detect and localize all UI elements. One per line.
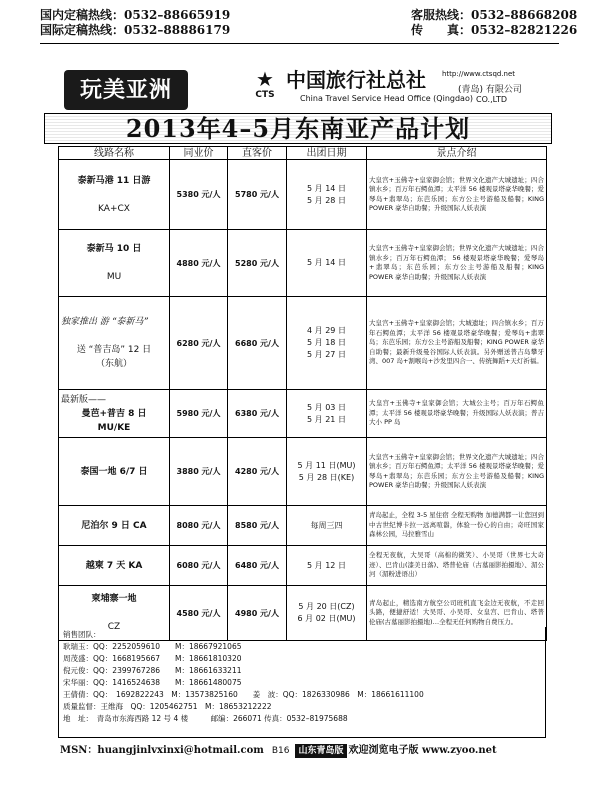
departure-dates: 每周三四 (287, 506, 367, 546)
col-route: 线路名称 (59, 147, 170, 160)
table-row (59, 546, 547, 586)
departure-dates: 5 月 14 日 5 月 28 日 (287, 160, 367, 230)
page-footer (60, 742, 540, 760)
direct-price: 4280 元/人 (228, 438, 287, 506)
departure-dates: 4 月 29 日 5 月 18 日 5 月 27 日 (287, 297, 367, 390)
table-row (59, 390, 547, 438)
feature-text: 大皇宫+玉佛寺+皇家御会馆；世界文化遗产大城遗址；四合镇水乡；百万年石鳄鱼潭； 56 楼观景塔豪华晚餐；爱琴岛+翡翠岛；东芭乐园；东方公主号游船及船餐；KING POWER 豪华自助餐；升级国际人妖表演 (367, 230, 547, 297)
wanmei-asia-logo: 玩美亚洲 (64, 70, 188, 110)
sales-team-section (58, 627, 546, 738)
direct-price: 4980 元/人 (228, 586, 287, 641)
website-slogan[interactable]: 欢迎浏览电子版 www.zyoo.net (348, 745, 497, 756)
page-title: 2013年4–5月东南亚产品计划 (44, 113, 552, 144)
peer-price: 3880 元/人 (170, 438, 228, 506)
sales-contact: 耿瑞玉：QQ：2252059610 M：18667921065 (63, 642, 242, 651)
route-name: 泰新马港 11 日游 KA+CX (59, 160, 170, 230)
direct-price: 5280 元/人 (228, 230, 287, 297)
route-name: 独家推出 游 “泰新马” 送 “普吉岛” 12 日 （东航） (59, 297, 170, 390)
quality-supervisor: 质量监督：王维海 QQ：1205462751 M：18653212222 (63, 702, 272, 711)
hotline-text: 国内定稿热线：0532–88665919 (40, 8, 231, 22)
route-name: 柬埔寨一地 CZ (59, 586, 170, 641)
hotline-text: 传 真：0532–82821226 (411, 23, 578, 37)
sales-contact: 王倩倩：QQ： 1692822243 M：13573825160 姜 波：QQ：1826330986 M：18661611100 (63, 690, 424, 699)
peer-price: 4880 元/人 (170, 230, 228, 297)
departure-dates: 5 月 11 日(MU) 5 月 28 日(KE) (287, 438, 367, 506)
hotline-header (40, 8, 578, 48)
sales-heading: 销售团队： (63, 630, 101, 639)
peer-price: 6080 元/人 (170, 546, 228, 586)
table-row (59, 297, 547, 390)
departure-dates: 5 月 20 日(CZ) 6 月 02 日(MU) (287, 586, 367, 641)
peer-price: 4580 元/人 (170, 586, 228, 641)
direct-price: 6380 元/人 (228, 390, 287, 438)
table-header-row (59, 147, 547, 160)
route-name: 最新版—— 曼芭+普吉 8 日 MU/KE (59, 390, 170, 438)
feature-text: 青岛起止，精选南方航空公司班机直飞金边无夜航，不走回头路，便捷舒适！大吴哥、小吴哥、女皇宫、巴肯山、塔普伦庙(古墓丽影拍摄地)…全程无任何购物自费压力。 (367, 586, 547, 641)
feature-text: 全程无夜航，大吴哥（高棉的微笑）、小吴哥（世界七大奇迹）、巴肯山(漆美日落)、塔普伦庙（古墓丽影拍摄地）、湄公河（湄粉进语出） (367, 546, 547, 586)
sales-contact: 周茂盛：QQ：1668195667 M：18661810320 (63, 654, 242, 663)
route-name: 尼泊尔 9 日 CA (59, 506, 170, 546)
col-direct-price: 直客价 (228, 147, 287, 160)
domestic-intl-hotlines (40, 8, 230, 38)
departure-dates: 5 月 12 日 (287, 546, 367, 586)
feature-text: 大皇宫+玉佛寺+皇家御会馆；世界文化遗产大城遗址；四合镇水乡；百万年石鳄鱼潭；太平洋 56 楼观景塔豪华晚餐；爱琴岛+翡翠岛；东芭乐园；东方公主号游船及船餐；KING POWER 豪华自助餐；升级国际人妖表演 (367, 438, 547, 506)
page-number: B16 (271, 746, 290, 756)
route-name: 泰国一地 6/7 日 (59, 438, 170, 506)
col-dates: 出团日期 (287, 147, 367, 160)
header-divider (40, 43, 559, 44)
table-row (59, 438, 547, 506)
table-row (59, 506, 547, 546)
feature-text: 大皇宫+玉佛寺+皇家御会馆；大城公主号；百万年石鳄鱼潭；太平洋 56 楼观景塔豪华晚餐；升级国际人妖表演；普吉大小 PP 岛 (367, 390, 547, 438)
cts-star-icon: ★ CTS (255, 67, 275, 100)
cts-url[interactable]: http://www.ctsqd.net (442, 70, 516, 78)
table-row (59, 160, 547, 230)
hotline-text: 国际定稿热线：0532–88886179 (40, 23, 231, 37)
col-features: 景点介绍 (367, 147, 547, 160)
msn-contact[interactable]: MSN：huangjinlvxinxi@hotmail.com (60, 745, 264, 756)
sales-contact: 宋华丽：QQ：1416524638 M：18661480075 (63, 678, 242, 687)
service-fax-lines (411, 8, 577, 38)
direct-price: 6480 元/人 (228, 546, 287, 586)
direct-price: 6680 元/人 (228, 297, 287, 390)
feature-text: 大皇宫+玉佛寺+皇家御会馆；大城遗址；四合镇水乡；百万年石鳄鱼潭；太平洋 56 楼观景塔豪华晚餐；爱琴岛+翡翠岛；东芭乐园；东方公主号游船及船餐；KING POWER 豪华自助餐；最新升级曼谷国际人妖表演。另外赠送普吉岛攀牙湾、007 岛+割喉岛+沙发里四合一、传统舞蹈+天灯祈福。 (367, 297, 547, 390)
direct-price: 5780 元/人 (228, 160, 287, 230)
peer-price: 5980 元/人 (170, 390, 228, 438)
peer-price: 5380 元/人 (170, 160, 228, 230)
cts-english-name: China Travel Service Head Office (Qingdao) (300, 94, 473, 103)
hotline-text: 客服热线：0532–88668208 (411, 8, 578, 22)
peer-price: 6280 元/人 (170, 297, 228, 390)
route-name: 泰新马 10 日 MU (59, 230, 170, 297)
departure-dates: 5 月 14 日 (287, 230, 367, 297)
brand-banner (58, 62, 538, 112)
feature-text: 青岛起止，全程 3-5 星住宿 全程无购物 加德满都一让您回到中古世纪博卡拉一远离喧嚣，体验一份心的自由；奇旺国家森林公园，马拉雅雪山 (367, 506, 547, 546)
cts-ltd: CO.,LTD (476, 95, 508, 104)
cts-company-name: 中国旅行社总社 (286, 68, 426, 92)
direct-price: 8580 元/人 (228, 506, 287, 546)
col-peer-price: 同业价 (170, 147, 228, 160)
table-row (59, 230, 547, 297)
edition-badge: 山东青岛版 (295, 744, 346, 758)
address-line: 地 址： 青岛市东海西路 12 号 4 楼 邮编：266071 传真：0532–81975688 (63, 714, 348, 723)
product-table (58, 146, 547, 641)
peer-price: 8080 元/人 (170, 506, 228, 546)
route-name: 越柬 7 天 KA (59, 546, 170, 586)
feature-text: 大皇宫+玉佛寺+皇家御会馆；世界文化遗产大城遗址；四合镇水乡；百万年石鳄鱼潭；太平洋 56 楼观景塔豪华晚餐；爱琴岛+翡翠岛；东芭乐园；东方公主号游船及船餐；KING POWER 豪华自助餐；升级国际人妖表演 (367, 160, 547, 230)
sales-contact: 倪元俊：QQ：2399767286 M：18661633211 (63, 666, 242, 675)
departure-dates: 5 月 03 日 5 月 21 日 (287, 390, 367, 438)
cts-branch: (青岛) 有限公司 (458, 85, 522, 95)
